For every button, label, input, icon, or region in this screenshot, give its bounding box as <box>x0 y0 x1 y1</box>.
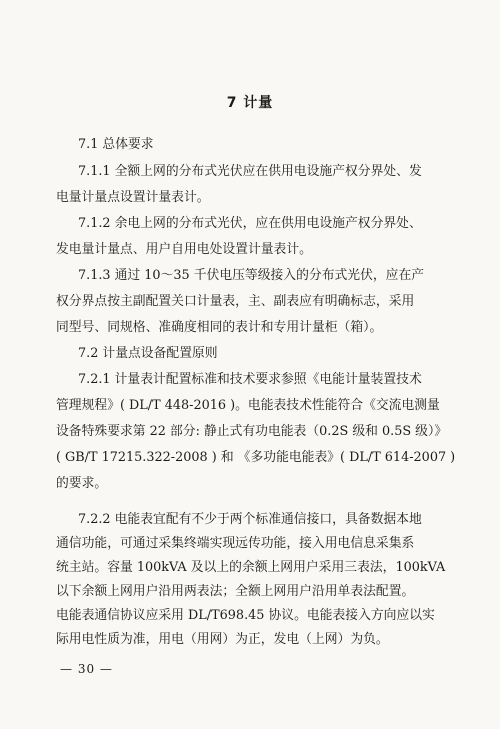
paragraph-line: 设备特殊要求第 22 部分: 静止式有功电能表（0.2S 级和 0.5S 级）》 <box>56 424 448 439</box>
paragraph-line: 际用电性质为准，用电（用网）为正，发电（上网）为负。 <box>56 632 389 647</box>
paragraph-line: 管理规程》( DL/T 448-2016 )。电能表技术性能符合《交流电测量 <box>56 398 440 413</box>
paragraph-line: 7.1.3 通过 10～35 千伏电压等级接入的分布式光伏，应在产 <box>78 268 425 283</box>
page-number: — 30 — <box>60 662 113 676</box>
paragraph-line: 电量计量点设置计量表计。 <box>56 190 210 205</box>
paragraph-line: 7.2.2 电能表宜配有不少于两个标准通信接口，具备数据本地 <box>78 512 422 527</box>
paragraph-line: 发电量计量点、用户自用电处设置计量表计。 <box>56 242 312 257</box>
paragraph-line: 的要求。 <box>56 476 108 491</box>
section-heading: 7 计量 <box>226 95 274 111</box>
paragraph-line: 统主站。容量 100kVA 及以上的余额上网用户采用三表法，100kVA <box>56 560 446 575</box>
paragraph-line: 同型号、同规格、准确度相同的表计和专用计量柜（箱）。 <box>56 320 383 335</box>
paragraph-line: 以下余额上网用户沿用两表法；全额上网用户沿用单表法配置。 <box>56 584 415 599</box>
paragraph-line: 7.1.1 全额上网的分布式光伏应在供用电设施产权分界处、发 <box>78 164 422 179</box>
subsection-heading: 7.1 总体要求 <box>78 137 154 152</box>
paragraph-line: 7.2.1 计量表计配置标准和技术要求参照《电能计量装置技术 <box>78 372 422 387</box>
paragraph-line: 电能表通信协议应采用 DL/T698.45 协议。电能表接入方向应以实 <box>56 608 435 623</box>
subsection-heading: 7.2 计量点设备配置原则 <box>78 346 218 361</box>
paragraph-line: 7.1.2 余电上网的分布式光伏，应在供用电设施产权分界处、 <box>78 216 422 231</box>
paragraph-line: ( GB/T 17215.322-2008 ) 和 《多功能电能表》( DL/T 614-2007 ) <box>56 450 456 465</box>
paragraph-line: 通信功能，可通过采集终端实现远传功能，接入用电信息采集系 <box>56 536 415 551</box>
paragraph-line: 权分界点按主副配置关口计量表，主、副表应有明确标志，采用 <box>56 294 415 309</box>
